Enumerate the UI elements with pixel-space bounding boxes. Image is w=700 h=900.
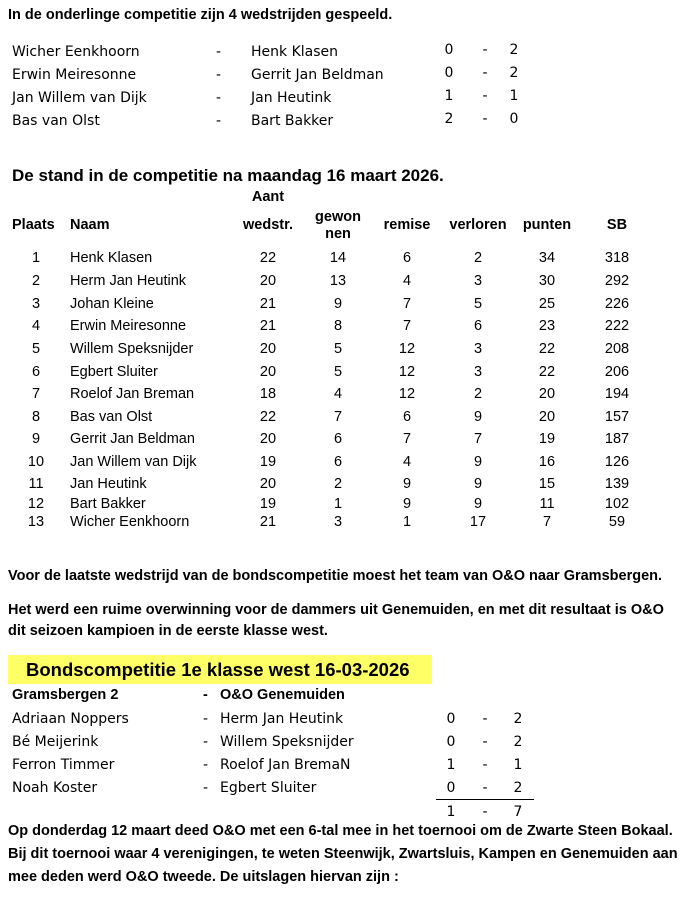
cell-remise: 6 <box>402 409 412 425</box>
onderling-separator: - <box>216 44 222 60</box>
cell-verloren: 9 <box>473 409 483 425</box>
cell-naam: Henk Klasen <box>70 250 153 266</box>
cell-naam: Jan Willem van Dijk <box>70 454 197 470</box>
cell-punten: 22 <box>538 341 556 357</box>
cell-verloren: 7 <box>473 431 483 447</box>
cell-gewonnen: 2 <box>333 476 343 492</box>
cell-gewonnen: 6 <box>333 454 343 470</box>
cell-naam: Bart Bakker <box>70 496 146 512</box>
cell-verloren: 9 <box>473 496 483 512</box>
cell-remise: 9 <box>402 476 412 492</box>
total-score-dash: - <box>482 804 488 820</box>
cell-naam: Wicher Eenkhoorn <box>70 514 190 530</box>
header-plaats: Plaats <box>12 217 55 233</box>
cell-remise: 12 <box>398 386 416 402</box>
bond-score-home: 0 <box>446 734 456 750</box>
cell-wedstr: 18 <box>259 386 277 402</box>
header-naam: Naam <box>70 217 110 233</box>
cell-plaats: 11 <box>28 476 44 492</box>
onderling-score-dash: - <box>482 42 488 58</box>
onderling-score-away: 2 <box>509 65 519 81</box>
cell-verloren: 9 <box>473 454 483 470</box>
bond-score-dash: - <box>482 734 488 750</box>
bond-score-dash: - <box>482 780 488 796</box>
bond-score-dash: - <box>482 711 488 727</box>
cell-sb: 222 <box>604 318 630 334</box>
header-remise: remise <box>383 217 431 233</box>
cell-punten: 34 <box>538 250 556 266</box>
cell-gewonnen: 9 <box>333 296 343 312</box>
bond-player-home: Bé Meijerink <box>12 734 99 750</box>
cell-remise: 7 <box>402 431 412 447</box>
cell-wedstr: 19 <box>259 496 277 512</box>
cell-remise: 12 <box>398 341 416 357</box>
cell-sb: 206 <box>604 364 630 380</box>
cell-gewonnen: 5 <box>333 341 343 357</box>
onderling-score-home: 0 <box>444 65 454 81</box>
cell-gewonnen: 7 <box>333 409 343 425</box>
cell-wedstr: 22 <box>259 409 277 425</box>
bond-separator: - <box>203 780 209 796</box>
cell-gewonnen: 4 <box>333 386 343 402</box>
paragraph-3-line-1: Op donderdag 12 maart deed O&O met een 6-tal mee in het toernooi om de Zwarte Steen Bokaal. <box>8 823 673 839</box>
cell-verloren: 3 <box>473 341 483 357</box>
paragraph-1: Voor de laatste wedstrijd van de bondscompetitie moest het team van O&O naar Gramsbergen. <box>8 568 663 584</box>
onderling-separator: - <box>216 90 222 106</box>
cell-punten: 16 <box>538 454 556 470</box>
cell-plaats: 9 <box>31 431 41 447</box>
onderling-player-away: Bart Bakker <box>251 113 334 129</box>
header-aant: Aant <box>251 189 285 205</box>
cell-plaats: 8 <box>31 409 41 425</box>
cell-gewonnen: 3 <box>333 514 343 530</box>
cell-sb: 187 <box>604 431 630 447</box>
cell-punten: 11 <box>539 496 555 512</box>
cell-wedstr: 21 <box>259 318 277 334</box>
cell-naam: Herm Jan Heutink <box>70 273 187 289</box>
bond-score-home: 0 <box>446 711 456 727</box>
bond-player-away: Egbert Sluiter <box>220 780 317 796</box>
cell-punten: 19 <box>538 431 556 447</box>
bond-player-home: Adriaan Noppers <box>12 711 129 727</box>
cell-naam: Willem Speksnijder <box>70 341 194 357</box>
paragraph-2-line-1: Het werd een ruime overwinning voor de dammers uit Genemuiden, en met dit resultaat is O&O <box>8 602 664 618</box>
cell-plaats: 10 <box>27 454 45 470</box>
cell-verloren: 3 <box>473 273 483 289</box>
onderling-player-home: Bas van Olst <box>12 113 100 129</box>
bond-player-home: Ferron Timmer <box>12 757 115 773</box>
bond-title: Bondscompetitie 1e klasse west 16-03-2026 <box>8 655 432 684</box>
bond-score-away: 2 <box>513 734 523 750</box>
team-home: Gramsbergen 2 <box>12 687 119 703</box>
bond-separator: - <box>203 757 209 773</box>
cell-remise: 12 <box>398 364 416 380</box>
cell-verloren: 2 <box>473 250 483 266</box>
paragraph-3-line-3: mee deden werd O&O tweede. De uitslagen hiervan zijn : <box>8 869 399 885</box>
cell-sb: 226 <box>604 296 630 312</box>
bond-player-away: Herm Jan Heutink <box>220 711 344 727</box>
onderling-score-home: 2 <box>444 111 454 127</box>
cell-naam: Erwin Meiresonne <box>70 318 187 334</box>
cell-punten: 30 <box>538 273 556 289</box>
cell-wedstr: 20 <box>259 431 277 447</box>
cell-wedstr: 20 <box>259 273 277 289</box>
cell-naam: Jan Heutink <box>70 476 147 492</box>
cell-punten: 7 <box>542 514 552 530</box>
cell-remise: 1 <box>402 514 412 530</box>
onderling-separator: - <box>216 113 222 129</box>
team-separator: - <box>203 687 208 703</box>
cell-naam: Bas van Olst <box>70 409 153 425</box>
onderling-score-dash: - <box>482 111 488 127</box>
cell-gewonnen: 1 <box>333 496 343 512</box>
onderling-score-dash: - <box>482 65 488 81</box>
cell-naam: Johan Kleine <box>70 296 154 312</box>
bond-score-away: 1 <box>513 757 523 773</box>
cell-punten: 20 <box>538 386 556 402</box>
header-wedstr: wedstr. <box>243 217 293 233</box>
bond-score-away: 2 <box>513 711 523 727</box>
cell-sb: 292 <box>604 273 630 289</box>
cell-naam: Roelof Jan Breman <box>70 386 195 402</box>
cell-punten: 20 <box>538 409 556 425</box>
cell-naam: Egbert Sluiter <box>70 364 158 380</box>
cell-sb: 102 <box>604 496 630 512</box>
cell-sb: 126 <box>604 454 630 470</box>
cell-verloren: 9 <box>473 476 483 492</box>
cell-remise: 9 <box>402 496 412 512</box>
cell-plaats: 6 <box>31 364 41 380</box>
header-gewonnen-1: gewon <box>315 209 361 225</box>
onderling-score-away: 1 <box>509 88 519 104</box>
bond-score-dash: - <box>482 757 488 773</box>
onderling-player-away: Gerrit Jan Beldman <box>251 67 384 83</box>
cell-gewonnen: 14 <box>329 250 347 266</box>
onderling-player-home: Erwin Meiresonne <box>12 67 137 83</box>
cell-remise: 7 <box>402 318 412 334</box>
cell-plaats: 1 <box>31 250 41 266</box>
cell-wedstr: 20 <box>259 476 277 492</box>
cell-plaats: 12 <box>27 496 45 512</box>
cell-verloren: 17 <box>469 514 487 530</box>
cell-wedstr: 21 <box>259 296 277 312</box>
cell-wedstr: 19 <box>259 454 277 470</box>
cell-punten: 23 <box>538 318 556 334</box>
cell-punten: 15 <box>538 476 556 492</box>
cell-sb: 194 <box>604 386 630 402</box>
cell-sb: 59 <box>608 514 626 530</box>
onderling-player-away: Henk Klasen <box>251 44 339 60</box>
cell-remise: 4 <box>402 273 412 289</box>
header-sb: SB <box>606 217 628 233</box>
total-line <box>436 799 534 800</box>
cell-wedstr: 22 <box>259 250 277 266</box>
cell-remise: 4 <box>402 454 412 470</box>
cell-remise: 6 <box>402 250 412 266</box>
onderling-player-home: Wicher Eenkhoorn <box>12 44 140 60</box>
bond-score-home: 1 <box>446 757 456 773</box>
cell-verloren: 6 <box>473 318 483 334</box>
team-away: O&O Genemuiden <box>220 687 345 703</box>
cell-plaats: 5 <box>31 341 41 357</box>
bond-player-home: Noah Koster <box>12 780 98 796</box>
cell-plaats: 4 <box>31 318 41 334</box>
bond-separator: - <box>203 711 209 727</box>
onderling-score-home: 0 <box>444 42 454 58</box>
onderling-score-away: 2 <box>509 42 519 58</box>
total-score-home: 1 <box>446 804 456 820</box>
cell-sb: 208 <box>604 341 630 357</box>
bond-score-home: 0 <box>446 780 456 796</box>
header-verloren: verloren <box>449 217 507 233</box>
cell-punten: 25 <box>538 296 556 312</box>
cell-sb: 139 <box>604 476 630 492</box>
cell-gewonnen: 8 <box>333 318 343 334</box>
onderling-score-away: 0 <box>509 111 519 127</box>
onderling-score-home: 1 <box>444 88 454 104</box>
cell-sb: 157 <box>604 409 630 425</box>
cell-plaats: 7 <box>31 386 41 402</box>
cell-wedstr: 20 <box>259 341 277 357</box>
cell-verloren: 3 <box>473 364 483 380</box>
cell-sb: 318 <box>604 250 630 266</box>
total-score-away: 7 <box>513 804 523 820</box>
cell-plaats: 2 <box>31 273 41 289</box>
stand-title: De stand in de competitie na maandag 16 maart 2026. <box>12 166 444 185</box>
cell-gewonnen: 5 <box>333 364 343 380</box>
onderling-score-dash: - <box>482 88 488 104</box>
intro-heading: In de onderlinge competitie zijn 4 wedstrijden gespeeld. <box>8 7 393 23</box>
onderling-player-home: Jan Willem van Dijk <box>12 90 147 106</box>
onderling-player-away: Jan Heutink <box>251 90 332 106</box>
cell-verloren: 2 <box>473 386 483 402</box>
cell-remise: 7 <box>402 296 412 312</box>
cell-wedstr: 20 <box>259 364 277 380</box>
bond-player-away: Roelof Jan BremaN <box>220 757 351 773</box>
cell-naam: Gerrit Jan Beldman <box>70 431 195 447</box>
cell-wedstr: 21 <box>259 514 277 530</box>
paragraph-2-line-2: dit seizoen kampioen in de eerste klasse west. <box>8 623 328 639</box>
header-punten: punten <box>522 217 572 233</box>
cell-punten: 22 <box>538 364 556 380</box>
cell-verloren: 5 <box>473 296 483 312</box>
cell-plaats: 13 <box>27 514 45 530</box>
bond-player-away: Willem Speksnijder <box>220 734 354 750</box>
cell-plaats: 3 <box>31 296 41 312</box>
cell-gewonnen: 13 <box>329 273 347 289</box>
paragraph-3-line-2: Bij dit toernooi waar 4 verenigingen, te weten Steenwijk, Zwartsluis, Kampen en Genemuiden aan <box>8 846 678 862</box>
header-gewonnen-2: nen <box>325 226 351 242</box>
bond-separator: - <box>203 734 209 750</box>
bond-score-away: 2 <box>513 780 523 796</box>
cell-gewonnen: 6 <box>333 431 343 447</box>
onderling-separator: - <box>216 67 222 83</box>
